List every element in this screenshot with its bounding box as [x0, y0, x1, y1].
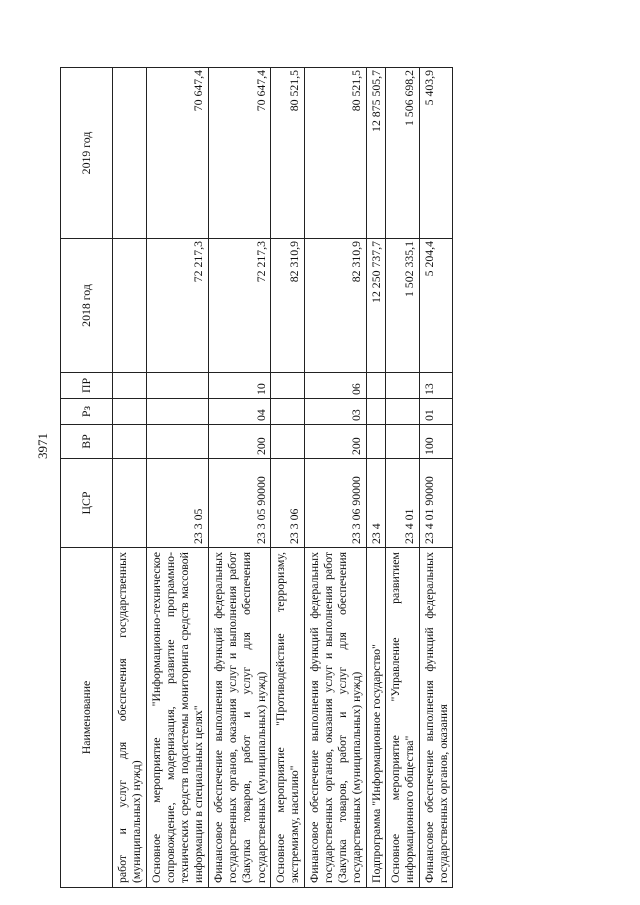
- table-row: [208, 68, 270, 888]
- row-2018: 82 310,9: [270, 239, 304, 373]
- table-header-row: [61, 68, 113, 888]
- row-rz: [146, 399, 208, 425]
- row-2018: 72 217,3: [208, 239, 270, 373]
- budget-table: [60, 67, 453, 888]
- row-name: Основное мероприятие "Управление развитием информационного общества": [386, 548, 420, 888]
- row-2019: 80 521,5: [270, 68, 304, 239]
- row-csr: 23 3 05: [146, 459, 208, 548]
- row-2018: [113, 239, 147, 373]
- row-rz: [270, 399, 304, 425]
- row-csr: 23 4 01: [386, 459, 420, 548]
- row-rz: 03: [304, 399, 366, 425]
- header-2019: 2019 год: [61, 68, 113, 239]
- table-row: [113, 68, 147, 888]
- row-rz: [113, 399, 147, 425]
- row-2019: 1 506 698,2: [386, 68, 420, 239]
- row-2019: [113, 68, 147, 239]
- table-row: [304, 68, 366, 888]
- row-name: работ и услуг для обеспечения государственных (муниципальных) нужд): [113, 548, 147, 888]
- row-csr: 23 3 05 90000: [208, 459, 270, 548]
- row-vr: [270, 425, 304, 459]
- row-2019: 70 647,4: [208, 68, 270, 239]
- row-pr: [386, 373, 420, 399]
- row-name: Подпрограмма "Информационное государство": [366, 548, 385, 888]
- row-2019: 12 875 505,7: [366, 68, 385, 239]
- header-csr: ЦСР: [61, 459, 113, 548]
- row-2018: 82 310,9: [304, 239, 366, 373]
- row-name: Основное мероприятие "Противодействие терроризму, экстремизму, насилию": [270, 548, 304, 888]
- row-vr: [113, 425, 147, 459]
- row-rz: [386, 399, 420, 425]
- row-rz: [366, 399, 385, 425]
- row-pr: [270, 373, 304, 399]
- table-row: [366, 68, 385, 888]
- header-2018: 2018 год: [61, 239, 113, 373]
- row-pr: [113, 373, 147, 399]
- row-2018: 12 250 737,7: [366, 239, 385, 373]
- rotated-page-content: [60, 68, 630, 888]
- header-vr: ВР: [61, 425, 113, 459]
- row-vr: [386, 425, 420, 459]
- table-row: [419, 68, 453, 888]
- row-name: Основное мероприятие "Информационно-техническое сопровождение, модернизация, развитие программно-технических средств подсистемы мониторинга средств массовой информации в специальных целях": [146, 548, 208, 888]
- row-rz: 04: [208, 399, 270, 425]
- row-name: Финансовое обеспечение выполнения функций федеральных государственных органов, оказания услуг и выполнения работ (Закупка товаров, работ и услуг для обеспечения государственных (муниципальных) нужд): [208, 548, 270, 888]
- header-name: Наименование: [61, 548, 113, 888]
- row-csr: 23 3 06 90000: [304, 459, 366, 548]
- row-2019: 5 403,9: [419, 68, 453, 239]
- row-2019: 70 647,4: [146, 68, 208, 239]
- row-name: Финансовое обеспечение выполнения функций федеральных государственных органов, оказания: [419, 548, 453, 888]
- row-2018: 1 502 335,1: [386, 239, 420, 373]
- row-vr: [146, 425, 208, 459]
- row-csr: [113, 459, 147, 548]
- row-vr: 200: [304, 425, 366, 459]
- header-rz: Рз: [61, 399, 113, 425]
- row-csr: 23 4: [366, 459, 385, 548]
- row-csr: 23 3 06: [270, 459, 304, 548]
- row-2018: 5 204,4: [419, 239, 453, 373]
- row-vr: 200: [208, 425, 270, 459]
- table-row: [386, 68, 420, 888]
- table-row: [270, 68, 304, 888]
- row-vr: [366, 425, 385, 459]
- row-2018: 72 217,3: [146, 239, 208, 373]
- row-pr: 10: [208, 373, 270, 399]
- header-pr: ПР: [61, 373, 113, 399]
- row-rz: 01: [419, 399, 453, 425]
- page-number: 3971: [35, 433, 50, 459]
- row-pr: [366, 373, 385, 399]
- row-vr: 100: [419, 425, 453, 459]
- row-pr: 06: [304, 373, 366, 399]
- row-name: Финансовое обеспечение выполнения функций федеральных государственных органов, оказания услуг и выполнения работ (Закупка товаров, работ и услуг для обеспечения государственных (муниципальных) нужд): [304, 548, 366, 888]
- row-2019: 80 521,5: [304, 68, 366, 239]
- row-pr: [146, 373, 208, 399]
- row-pr: 13: [419, 373, 453, 399]
- row-csr: 23 4 01 90000: [419, 459, 453, 548]
- table-row: [146, 68, 208, 888]
